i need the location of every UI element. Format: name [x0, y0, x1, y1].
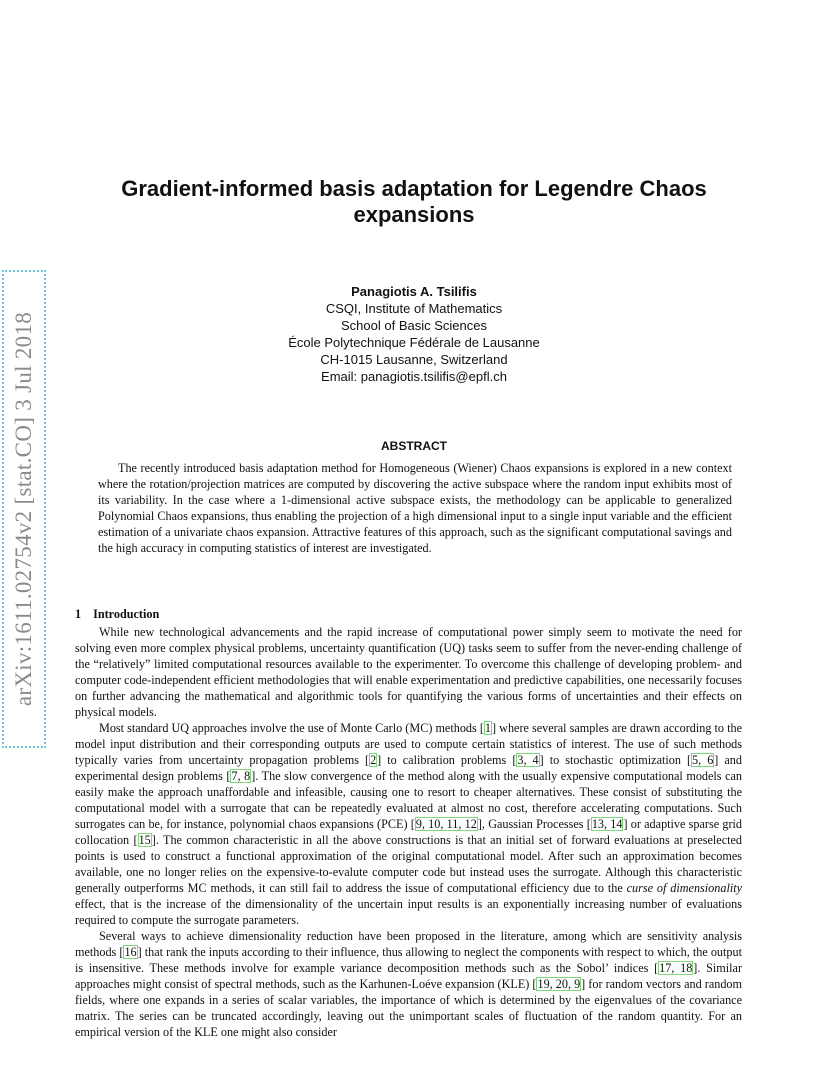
paragraph: Several ways to achieve dimensionality reduction have been proposed in the literature, among which are sensitivity analysis methods [16] that rank the inputs according to their influence, thus allowing to neglect the components with respect to which, the output is insensitive. These methods involve for example variance decomposition methods such as the Sobol’ indices [17, 18]. Similar approaches might consist of spectral methods, such as the Karhunen-Loéve expansion (KLE) [19, 20, 9] for random vectors and random fields, where one expands in a series of scalar variables, the importance of which is determined by the eigenvalues of the covariance matrix. The series can be truncated accordingly, leaving out the unimportant scales of fluctuation of the random quantity. For an empirical version of the KLE one might also consider — [75, 929, 743, 1039]
text-run: that rank the inputs according to their influence, thus allowing to neglect the components with respect to which, the output is insensitive. These methods involve for example variance decomposition methods such as the Sobol’ indices — [75, 945, 742, 975]
citation-link[interactable]: 13, 14 — [591, 817, 623, 831]
author-email: Email: panagiotis.tsilifis@epfl.ch — [321, 369, 507, 384]
emphasis-term: curse of dimensionality — [626, 881, 743, 895]
abstract-text: The recently introduced basis adaptation method for Homogeneous (Wiener) Chaos expansions is explored in a new context where the rotation/projection matrices are computed by discovering the active subspace where the random input exhibits most of its variability. In the case where a 1-dimensional active subspace exists, the methodology can be applicable to generalized Polynomial Chaos expansions, thus enabling the projection of a high dimensional input to a single input variable and the efficient estimation of a univariate chaos expansion. Attractive features of this approach, such as the significant computational savings and the high accuracy in computing statistics of interest are investigated. — [98, 461, 732, 555]
text-run: to calibration problems — [381, 753, 513, 767]
arxiv-watermark — [2, 270, 46, 748]
section-number: 1 — [75, 607, 82, 621]
citation-link[interactable]: 19, 20, 9 — [537, 977, 581, 991]
text-run: for random vectors and random fields, where one expands in a series of scalar variables, the importance of which is determined by the eigenvalues of the covariance matrix. The series can be truncated accordingly, leaving out the unimportant scales of fluctuation of the random quantity. For an empirical version of the KLE one might also consider — [75, 977, 743, 1039]
citation-link[interactable]: 17, 18 — [659, 961, 693, 975]
citation-link[interactable]: 5, 6 — [692, 753, 714, 767]
arxiv-id: arXiv:1611.02754v2 [stat.CO] 3 Jul 2018 — [11, 311, 36, 707]
text-run: or adaptive sparse grid collocation — [75, 817, 742, 847]
affiliation-line: School of Basic Sciences — [341, 318, 487, 333]
text-run: where several samples are drawn according to the model input distribution and their corresponding outputs are used to compute certain statistics of interest. The use of such methods typically varies from uncertainty propagation problems — [75, 721, 742, 767]
citation-link[interactable]: 3, 4 — [517, 753, 539, 767]
text-run: . The common characteristic in all the above constructions is that an initial set of forward evaluations at preselected points is used to construct a functional approximation of the original computational model. After such an approximation becomes available, one no longer relies on the expensive-to-evalute computer code but instead uses the surrogate. Although this characteristic generally outperforms MC methods, it can still fail to address the issue of computational efficiency due to the — [75, 833, 743, 895]
paragraph: Most standard UQ approaches involve the use of Monte Carlo (MC) methods [1] where several samples are drawn according to the model input distribution and their corresponding outputs are used to compute certain statistics of interest. The use of such methods typically varies from uncertainty propagation problems [2] to calibration problems [3, 4] to stochastic optimization [5, 6] and experimental design problems [7, 8]. The slow convergence of the method along with the usually expensive computational models can easily make the approach unaffordable and infeasible, causing one to resort to cheaper alternatives. These consist of substituting the computational model with a surrogate that can be repeatedly evaluated at almost no cost, therefore accelerating computations. Such surrogates can be, for instance, polynomial chaos expansions (PCE) [9, 10, 11, 12], Gaussian Processes [13, 14] or adaptive sparse grid collocation [15]. The common characteristic in all the above constructions is that an initial set of forward evaluations at preselected points is used to construct a functional approximation of the original computational model. After such an approximation becomes available, one no longer relies on the expensive-to-evalute computer code but instead uses the surrogate. Although this characteristic generally outperforms MC methods, it can still fail to address the issue of computational efficiency due to the curse of dimensionality effect, that is the increase of the dimensionality of the uncertain input results is an exponentially increasing number of evaluations required to compute the surrogate parameters. — [75, 721, 743, 927]
affiliation-line: CSQI, Institute of Mathematics — [325, 301, 503, 316]
text-run: to stochastic optimization — [543, 753, 687, 767]
text-run: Several ways to achieve dimensionality reduction have been proposed in the literature, among which are sensitivity analysis methods — [75, 929, 742, 959]
text-run: , Gaussian Processes — [481, 817, 587, 831]
paper-title: Gradient-informed basis adaptation for Legendre Chaos expansions — [121, 176, 707, 227]
affiliation-line: CH-1015 Lausanne, Switzerland — [320, 352, 508, 367]
introduction-body — [75, 624, 742, 1040]
text-run: . The slow convergence of the method along with the usually expensive computational models can easily make the approach unaffordable and infeasible, causing one to resort to cheaper alternatives. These consist of substituting the computational model with a surrogate that can be repeatedly evaluated at almost no cost, therefore accelerating computations. Such surrogates can be, for instance, polynomial chaos expansions (PCE) — [75, 769, 742, 831]
author-block — [200, 283, 628, 385]
citation-link[interactable]: 9, 10, 11, 12 — [415, 817, 477, 831]
citation-link[interactable]: 1 — [484, 721, 491, 735]
section-heading-introduction — [75, 607, 171, 622]
citation-link[interactable]: 7, 8 — [231, 769, 251, 783]
affiliation-line: École Polytechnique Fédérale de Lausanne — [288, 335, 540, 350]
paragraph: While new technological advancements and the rapid increase of computational power simply seem to motivate the need for solving even more complex physical problems, uncertainty quantification (UQ) tasks seem to suffer from the never-ending challenge of the “relatively” limited computational resources available to the experimenter. To overcome this challenge of developing problem- and computer code-independent efficient methodologies that will enable experimentation and predictive capabilities, one necessarily focuses on further advancing the mathematical and algorithmic tools for quantifying the various forms of uncertainties and their effects on physical models. — [75, 625, 742, 719]
text-run: and experimental design problems — [75, 753, 742, 783]
citation-link[interactable]: 16 — [124, 945, 137, 959]
author-name: Panagiotis A. Tsilifis — [351, 284, 477, 299]
text-run: Most standard UQ approaches involve the use of Monte Carlo (MC) methods — [99, 721, 480, 735]
abstract-heading: ABSTRACT — [381, 439, 447, 453]
text-run: . Similar approaches might consist of spectral methods, such as the Karhunen-Loéve expansion (KLE) — [75, 961, 743, 991]
text-run: effect, that is the increase of the dimensionality of the uncertain input results is an exponentially increasing number of evaluations required to compute the surrogate parameters. — [75, 897, 742, 927]
section-title: Introduction — [93, 607, 160, 621]
citation-link[interactable]: 2 — [370, 753, 377, 767]
citation-link[interactable]: 15 — [138, 833, 151, 847]
